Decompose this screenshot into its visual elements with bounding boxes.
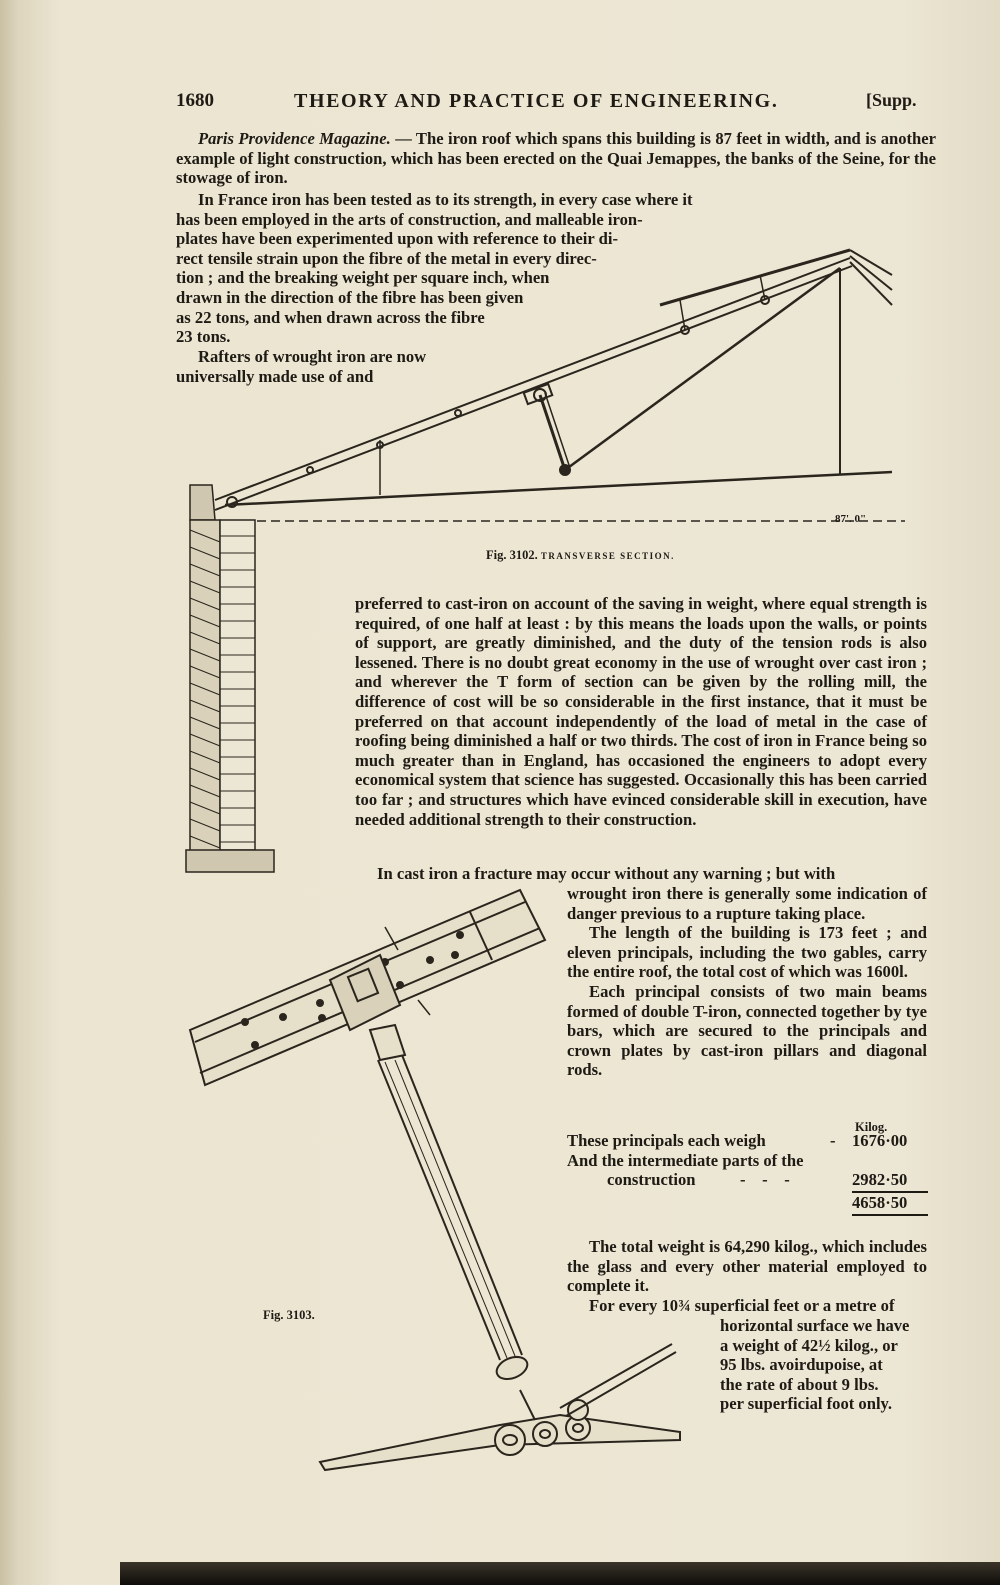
every-line-1: For every 10¾ superficial feet or a metre of [589, 1296, 895, 1315]
france-line-6: drawn in the direction of the fibre has been given [176, 287, 524, 307]
weights-row-2-value: 2982·50 [852, 1170, 908, 1189]
weights-row-2-label-b: construction [607, 1170, 696, 1189]
france-line-4: rect tensile strain upon the fibre of the metal in every direc- [176, 248, 597, 268]
france-line-5: tion ; and the breaking weight per square inch, when [176, 268, 550, 288]
every-line-6: per superficial foot only. [720, 1394, 893, 1414]
intro-text: The iron roof which spans this building is 87 feet in width, and is another example of light construction, which has been erected on the Quai Jemappes, the banks of the Seine, for the stowage of iron. [176, 129, 937, 188]
rafters-line-1: Rafters of wrought iron are now [198, 347, 427, 366]
weights-row-2-label-a: And the intermediate parts of the [567, 1151, 804, 1170]
every-line-4: 95 lbs. avoirdupoise, at [720, 1355, 883, 1375]
weights-row-2-dashes: - - - [740, 1170, 790, 1189]
em-dash: — [390, 129, 416, 148]
weights-unit: Kilog. [855, 1120, 888, 1134]
weights-row-1-value: 1676·00 [852, 1131, 908, 1150]
france-line-1: In France iron has been tested as to its strength, in every case where it [198, 190, 693, 209]
cast-iron-line-1: In cast iron a fracture may occur without any warning ; but with [377, 864, 836, 883]
principal-paragraph: Each principal consists of two main beams formed of double T-iron, connected together by tye bars, which are secured to the principals and crown plates by cast-iron pillars and diagonal rods. [567, 981, 927, 1080]
preferred-text: preferred to cast-iron on account of the saving in weight, where equal strength is required, of one half at least : by this means the loads upon the walls, or points of support, are greatly diminished, and the duty of the tension rods is also lessened. There is no doubt great economy in the use of wrought over cast iron ; and wherever the T form of section can be given by the rolling mill, the difference of cost will be so considerable in the first instance, that it must be preferred on that account independently of the load of metal in the case of roofing being diminished a half or two thirds. The cost of iron in France being so much greater than in England, has occasioned the engineers to adopt every economical system that science has suggested. Occasionally this has been carried too far ; and structures which have evinced considerable skill in execution, have needed additional strength to their construction. [355, 594, 927, 829]
span-label: 87'. 0" [835, 513, 867, 525]
weights-total: 4658·50 [852, 1193, 908, 1212]
figure-3103-caption: Fig. 3103. [263, 1308, 315, 1322]
running-title: THEORY AND PRACTICE OF ENGINEERING. [294, 90, 779, 112]
every-line-2: horizontal surface we have [720, 1316, 910, 1335]
length-paragraph: The length of the building is 173 feet ; and eleven principals, including the two gables, carry the entire roof, the total cost of which was 1600l. [567, 923, 927, 982]
rafters-line-2: universally made use of and [176, 366, 374, 386]
cast-iron-text: wrought iron there is generally some indication of danger previous to a rupture taking place. [567, 884, 927, 923]
page-number: 1680 [176, 90, 214, 111]
figure-3102-title: TRANSVERSE SECTION. [540, 551, 675, 561]
weights-row-1-dash: - [830, 1131, 836, 1150]
section-mark: [Supp. [866, 90, 917, 110]
france-line-2: has been employed in the arts of construction, and malleable iron- [176, 209, 643, 229]
every-line-5: the rate of about 9 lbs. [720, 1374, 879, 1394]
figure-3102-number: Fig. 3102. [486, 548, 538, 562]
france-line-3: plates have been experimented upon with reference to their di- [176, 229, 618, 249]
france-line-7: as 22 tons, and when drawn across the fibre [176, 307, 485, 327]
total-weight-text: The total weight is 64,290 kilog., which includes the glass and every other material employed to complete it. [567, 1237, 927, 1296]
weights-row-1-label: These principals each weigh [567, 1131, 766, 1150]
france-line-8: 23 tons. [176, 327, 231, 347]
every-line-3: a weight of 42½ kilog., or [720, 1335, 898, 1355]
magazine-name: Paris Providence Magazine. [198, 129, 391, 148]
